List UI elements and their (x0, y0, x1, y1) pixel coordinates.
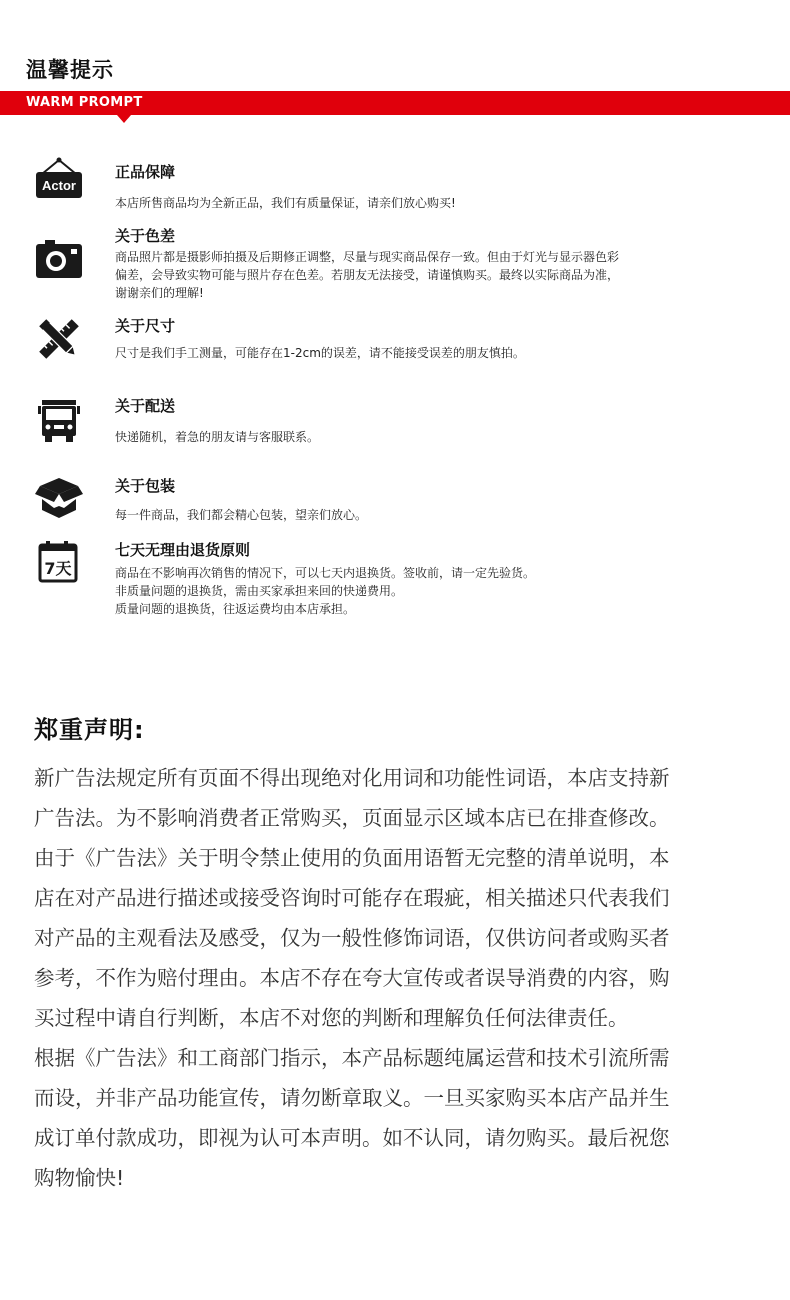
declaration-title: 郑重声明: (34, 716, 145, 744)
actor-sign-text: Actor (42, 178, 76, 193)
item-title: 关于配送 (115, 397, 176, 415)
box-icon (34, 472, 84, 522)
item-title: 七天无理由退货原则 (115, 541, 251, 559)
item-title: 关于色差 (115, 227, 176, 245)
banner-subtitle: WARM PROMPT (26, 95, 143, 110)
camera-icon (34, 236, 84, 286)
item-title: 正品保障 (115, 163, 176, 181)
item-title: 关于尺寸 (115, 317, 176, 335)
banner-notch (117, 115, 131, 123)
page-title: 温馨提示 (26, 58, 114, 82)
item-body: 快递随机，着急的朋友请与客服联系。 (115, 430, 320, 444)
item-body: 本店所售商品均为全新正品，我们有质量保证，请亲们放心购买! (115, 196, 456, 210)
declaration-body: 新广告法规定所有页面不得出现绝对化用词和功能性词语，本店支持新 广告法。为不影响消费者正常购买，页面显示区域本店已在排查修改。 由于《广告法》关于明令禁止使用的负面用语暂无完整的清单说明，本 店在对产品进行描述或接受咨询时可能存在瑕疵，相关描述只代表我们 对产品的主观看法及感受，仅为一般性修饰词语，仅供访问者或购买者 参考，不作为赔付理由。本店不存在夸大宣传或者误导消费的内容，购 买过程中请自行判断，本店不对您的判断和理解负任何法律责任。 根据《广告法》和工商部门指示，本产品标题纯属运营和技术引流所需 而设，并非产品功能宣传，请勿断章取义。一旦买家购买本店产品并生 成订单付款成功，即视为认可本声明。如不认同，请勿购买。最后祝您 购物愉快! (34, 766, 670, 1190)
warm-prompt-banner (0, 91, 790, 115)
item-title: 关于包装 (115, 477, 176, 495)
truck-icon (34, 396, 84, 446)
calendar-text: 7天 (44, 559, 72, 578)
item-body: 尺寸是我们手工测量，可能存在1-2cm的误差，请不能接受误差的朋友慎拍。 (115, 346, 525, 360)
item-body: 商品照片都是摄影师拍摄及后期修正调整，尽量与现实商品保存一致。但由于灯光与显示器色彩 偏差，会导致实物可能与照片存在色差。若朋友无法接受，请谨慎购买。最终以实际商品为准， 谢谢亲们的理解! (115, 250, 620, 300)
calendar-7-days-icon (34, 538, 84, 588)
item-body: 商品在不影响再次销售的情况下，可以七天内退换货。签收前，请一定先验货。 非质量问题的退换货，需由买家承担来回的快递费用。 质量问题的退换货，往返运费均由本店承担。 (115, 566, 536, 616)
item-body: 每一件商品，我们都会精心包装，望亲们放心。 (115, 508, 368, 522)
pencil-ruler-icon (34, 314, 84, 364)
actor-sign-icon (34, 156, 84, 206)
